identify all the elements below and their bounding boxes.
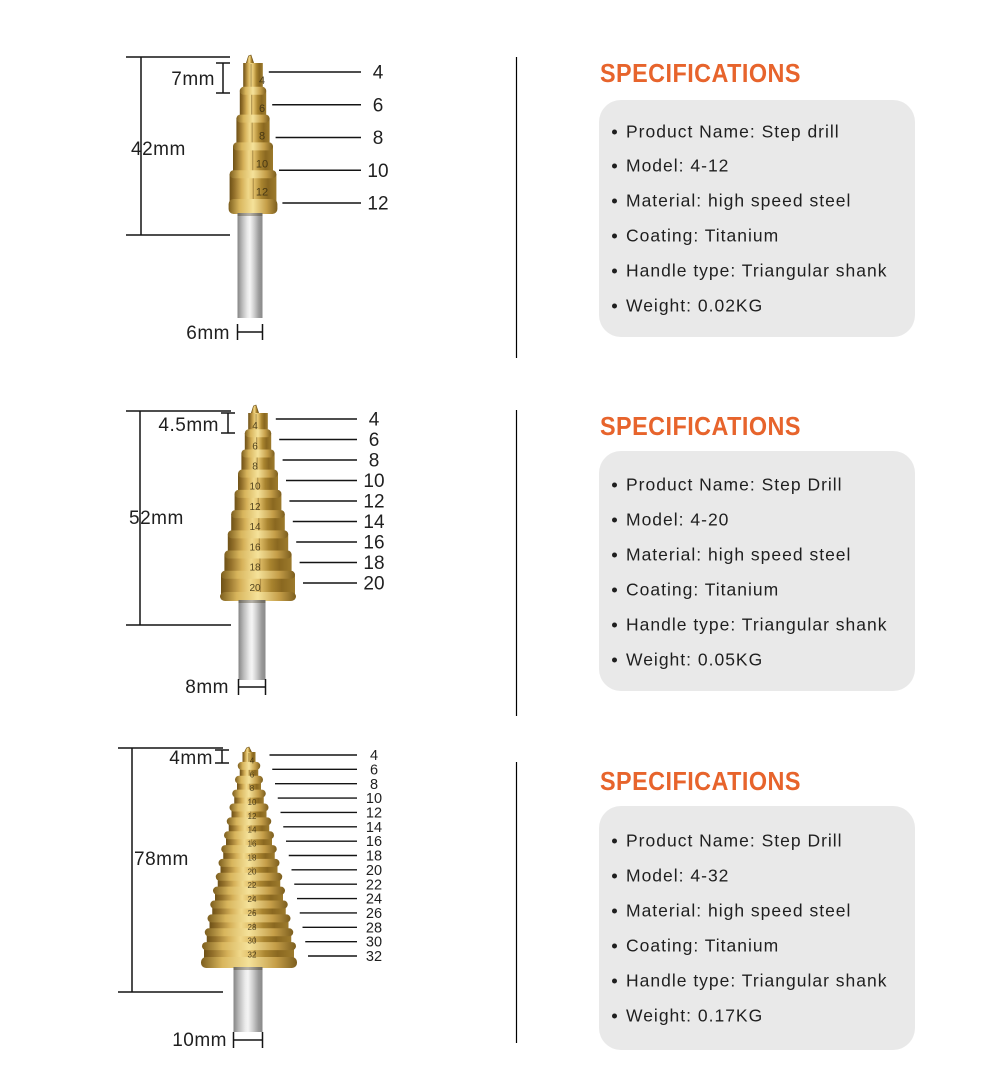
shank-width-label: 6mm bbox=[186, 323, 230, 344]
specifications-title: SPECIFICATIONS bbox=[600, 766, 801, 796]
bullet-icon bbox=[612, 553, 617, 558]
bullet-icon bbox=[612, 979, 617, 984]
step-size-stamp: 8 bbox=[258, 130, 266, 143]
callout-label-12: 12 bbox=[363, 491, 385, 513]
spec-item-text: Product Name: Step Drill bbox=[626, 830, 843, 851]
spec-item-text: Handle type: Triangular shank bbox=[626, 614, 888, 635]
step-size-stamp: 16 bbox=[249, 542, 261, 554]
callout-label-8: 8 bbox=[368, 450, 380, 472]
callout-label-26: 26 bbox=[365, 906, 383, 923]
bullet-icon bbox=[612, 1014, 617, 1019]
spec-item bbox=[612, 225, 779, 246]
callout-label-24: 24 bbox=[365, 891, 383, 908]
spec-item-text: Material: high speed steel bbox=[626, 190, 852, 211]
spec-item bbox=[612, 260, 888, 281]
step-size-stamp: 12 bbox=[255, 186, 269, 199]
shank-body bbox=[234, 967, 263, 1032]
spec-panel bbox=[599, 451, 915, 691]
bullet-icon bbox=[612, 623, 617, 628]
drill-tip bbox=[246, 55, 254, 64]
shank-width-label: 10mm bbox=[172, 1030, 227, 1051]
callout-label-6: 6 bbox=[369, 762, 379, 779]
callout-lines bbox=[276, 410, 385, 595]
step-size-stamp: 18 bbox=[247, 853, 257, 863]
specifications-title: SPECIFICATIONS bbox=[600, 411, 801, 441]
spec-item bbox=[612, 191, 851, 212]
spec-item-text: Coating: Titanium bbox=[626, 935, 780, 956]
step-size-stamp: 4 bbox=[258, 75, 266, 88]
specifications-title: SPECIFICATIONS bbox=[600, 58, 801, 88]
spec-item bbox=[612, 545, 851, 566]
callout-label-14: 14 bbox=[365, 819, 383, 836]
step-size-stamp: 22 bbox=[247, 881, 257, 891]
step-size-stamp: 26 bbox=[247, 908, 257, 918]
bullet-icon bbox=[612, 303, 617, 308]
callout-label-6: 6 bbox=[372, 95, 384, 117]
dimension-shank-width bbox=[185, 677, 265, 698]
tip-length-label: 4mm bbox=[169, 748, 213, 769]
dimension-tip-length bbox=[169, 748, 229, 769]
step-size-stamp: 16 bbox=[247, 839, 257, 849]
spec-item-text: Product Name: Step Drill bbox=[626, 474, 843, 495]
spec-item-text: Coating: Titanium bbox=[626, 579, 780, 600]
spec-item bbox=[612, 615, 888, 636]
step-size-stamp: 4 bbox=[252, 421, 258, 433]
bullet-icon bbox=[612, 874, 617, 879]
step-size-stamp: 14 bbox=[247, 825, 257, 835]
shank-width-label: 8mm bbox=[185, 677, 229, 698]
dimension-shank-width bbox=[186, 323, 262, 344]
step-collar bbox=[233, 142, 273, 150]
drill-cone bbox=[220, 405, 296, 601]
drill-shank bbox=[234, 967, 263, 1032]
spec-item bbox=[612, 295, 763, 316]
shank-top-shadow bbox=[238, 213, 263, 216]
bullet-icon bbox=[612, 199, 617, 204]
bullet-icon bbox=[612, 483, 617, 488]
callout-label-8: 8 bbox=[369, 776, 379, 793]
callout-label-16: 16 bbox=[363, 532, 385, 554]
step-size-stamp: 18 bbox=[249, 562, 261, 574]
callout-label-20: 20 bbox=[363, 573, 385, 595]
step-collar bbox=[245, 429, 271, 437]
callout-label-20: 20 bbox=[365, 862, 383, 879]
step-size-stamp: 6 bbox=[252, 441, 258, 453]
callout-label-10: 10 bbox=[367, 160, 389, 182]
total-length-label: 42mm bbox=[131, 139, 186, 160]
step-size-stamp: 6 bbox=[249, 770, 255, 780]
drill-cone bbox=[201, 747, 297, 968]
step-size-stamp: 12 bbox=[247, 811, 257, 821]
bullet-icon bbox=[612, 909, 617, 914]
step-collar bbox=[236, 115, 269, 123]
drill-figure-4-12 bbox=[126, 55, 389, 344]
callout-label-12: 12 bbox=[367, 193, 389, 215]
callout-label-4: 4 bbox=[368, 409, 380, 431]
step-size-stamp: 20 bbox=[247, 867, 257, 877]
callout-label-18: 18 bbox=[365, 848, 383, 865]
callout-label-10: 10 bbox=[363, 471, 385, 493]
step-size-stamp: 30 bbox=[247, 936, 257, 946]
step-size-stamp: 6 bbox=[258, 102, 266, 115]
shank-body bbox=[238, 213, 263, 318]
callout-label-32: 32 bbox=[365, 949, 383, 966]
bullet-icon bbox=[612, 268, 617, 273]
step-size-stamp: 32 bbox=[247, 950, 257, 960]
total-length-label: 52mm bbox=[129, 508, 184, 529]
step-collar bbox=[230, 170, 277, 178]
bullet-icon bbox=[612, 233, 617, 238]
bullet-icon bbox=[612, 839, 617, 844]
spec-item bbox=[612, 121, 840, 142]
dimension-tip-length bbox=[171, 63, 230, 93]
tip-length-label: 4.5mm bbox=[158, 415, 219, 436]
step-size-stamp: 8 bbox=[252, 461, 258, 473]
spec-item-text: Material: high speed steel bbox=[626, 900, 852, 921]
callout-label-22: 22 bbox=[365, 877, 383, 894]
callout-label-18: 18 bbox=[363, 553, 385, 575]
step-collar bbox=[240, 87, 266, 95]
spec-item bbox=[612, 475, 843, 496]
step-size-stamp: 10 bbox=[249, 481, 261, 493]
callout-label-4: 4 bbox=[372, 62, 384, 84]
spec-item-text: Handle type: Triangular shank bbox=[626, 260, 888, 281]
spec-panel bbox=[599, 806, 915, 1050]
callout-label-28: 28 bbox=[365, 920, 383, 937]
callout-label-30: 30 bbox=[365, 934, 383, 951]
step-size-stamp: 20 bbox=[249, 582, 261, 594]
spec-item-text: Weight: 0.17KG bbox=[626, 1005, 764, 1026]
bullet-icon bbox=[612, 164, 617, 169]
shank-top-shadow bbox=[239, 600, 266, 603]
spec-item-text: Model: 4-32 bbox=[626, 865, 730, 886]
spec-item-text: Coating: Titanium bbox=[626, 225, 780, 246]
step-size-stamp: 8 bbox=[249, 784, 255, 794]
spec-item-text: Weight: 0.02KG bbox=[626, 295, 764, 315]
callout-label-12: 12 bbox=[365, 805, 383, 822]
spec-item bbox=[612, 156, 729, 177]
step-size-stamp: 12 bbox=[249, 501, 261, 513]
dimension-total-length bbox=[126, 411, 231, 625]
spec-item-text: Product Name: Step drill bbox=[626, 121, 840, 141]
drill-cone bbox=[229, 55, 278, 214]
spec-item-text: Material: high speed steel bbox=[626, 544, 852, 565]
callout-label-14: 14 bbox=[363, 512, 385, 534]
tip-length-label: 7mm bbox=[171, 69, 215, 90]
callout-label-4: 4 bbox=[369, 748, 379, 765]
step-size-stamp: 10 bbox=[255, 158, 269, 171]
callout-label-8: 8 bbox=[372, 128, 384, 150]
spec-item-text: Model: 4-12 bbox=[626, 155, 730, 176]
step-size-stamp: 24 bbox=[247, 895, 257, 905]
spec-item bbox=[612, 936, 779, 957]
shank-top-shadow bbox=[234, 967, 263, 970]
cone-base-collar bbox=[229, 199, 278, 214]
step-collar bbox=[241, 449, 274, 457]
drill-tip bbox=[251, 405, 259, 414]
bullet-icon bbox=[612, 658, 617, 663]
spec-panel bbox=[599, 100, 915, 337]
spec-item-text: Weight: 0.05KG bbox=[626, 649, 764, 670]
step-size-stamp: 4 bbox=[249, 756, 255, 766]
bullet-icon bbox=[612, 944, 617, 949]
callout-label-6: 6 bbox=[368, 430, 380, 452]
drill-figure-4-32 bbox=[118, 747, 382, 1051]
bullet-icon bbox=[612, 129, 617, 134]
bullet-icon bbox=[612, 518, 617, 523]
spec-item bbox=[612, 866, 729, 887]
spec-item bbox=[612, 580, 779, 601]
drill-shank bbox=[238, 213, 263, 318]
step-size-stamp: 14 bbox=[249, 522, 261, 534]
callout-lines bbox=[269, 63, 389, 215]
dimension-tip-length bbox=[158, 413, 235, 436]
shank-body bbox=[239, 600, 266, 680]
drill-figure-4-20 bbox=[126, 405, 385, 698]
spec-item-text: Handle type: Triangular shank bbox=[626, 970, 888, 991]
drill-shank bbox=[239, 600, 266, 680]
total-length-label: 78mm bbox=[134, 849, 189, 870]
spec-item bbox=[612, 1006, 763, 1027]
spec-item-text: Model: 4-20 bbox=[626, 509, 730, 530]
callout-label-16: 16 bbox=[365, 834, 383, 851]
spec-item bbox=[612, 510, 729, 531]
step-size-stamp: 28 bbox=[247, 922, 257, 932]
bullet-icon bbox=[612, 588, 617, 593]
spec-item bbox=[612, 650, 763, 671]
spec-item bbox=[612, 831, 843, 852]
step-collar bbox=[238, 470, 278, 478]
spec-item bbox=[612, 971, 888, 992]
callout-label-10: 10 bbox=[365, 791, 383, 808]
dimension-shank-width bbox=[172, 1030, 262, 1051]
step-size-stamp: 10 bbox=[247, 797, 257, 807]
spec-item bbox=[612, 901, 851, 922]
